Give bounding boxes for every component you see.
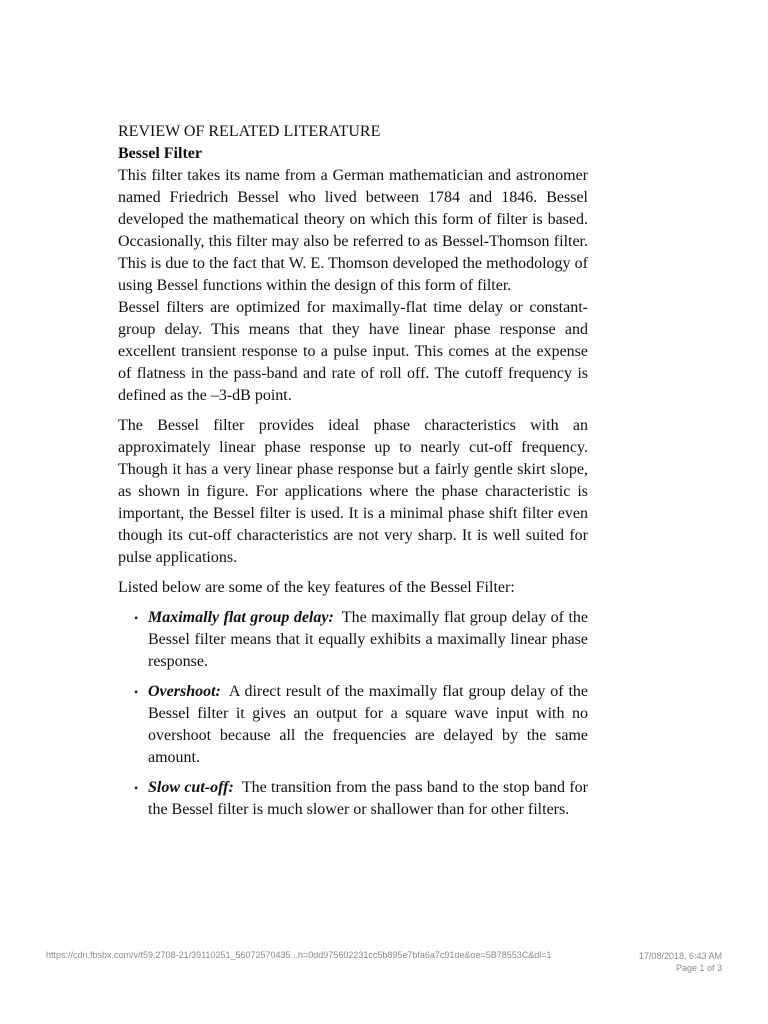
footer-url: https://cdn.fbsbx.com/v/t59.2708-21/39110251_56072570435...h=0dd975602231cc5b895e7bfa6a7c91de&oe=5B78553C&dl=1 bbox=[46, 950, 552, 960]
feature-term: Maximally flat group delay: bbox=[148, 609, 334, 626]
section-heading: REVIEW OF RELATED LITERATURE bbox=[118, 123, 381, 140]
feature-text: The transition from the pass band to the stop band for the Bessel filter is much slower or shallower than for other filters. bbox=[148, 779, 589, 818]
bullet-icon: • bbox=[134, 611, 139, 625]
footer-meta bbox=[639, 950, 722, 974]
page-number: Page 1 of 3 bbox=[675, 963, 722, 973]
subsection-heading: Bessel Filter bbox=[118, 145, 202, 162]
list-item bbox=[118, 681, 588, 769]
paragraph: Bessel filters are optimized for maximally-flat time delay or constant-group delay. This means that they have linear phase response and excellent transient response to a pulse input. This comes at the expense of flatness in the pass-band and rate of roll off. The cutoff frequency is defined as the –3-dB point. bbox=[118, 299, 588, 404]
feature-list bbox=[118, 607, 588, 821]
paragraph: This filter takes its name from a German mathematician and astronomer named Friedrich Bessel who lived between 1784 and 1846. Bessel developed the mathematical theory on which this form of filter is based. Occasionally, this filter may also be referred to as Bessel-Thomson filter. This is due to the fact that W. E. Thomson developed the methodology of using Bessel functions within the design of this form of filter. bbox=[118, 167, 588, 294]
feature-term: Overshoot: bbox=[148, 683, 221, 700]
feature-text: The maximally flat group delay of the Bessel filter means that it equally exhibits a maximally linear phase response. bbox=[148, 609, 588, 670]
footer-datetime: 17/08/2018, 6:43 AM bbox=[638, 951, 722, 961]
feature-text: A direct result of the maximally flat group delay of the Bessel filter it gives an output for a square wave input with no overshoot because all the frequencies are delayed by the same amount. bbox=[148, 683, 588, 766]
bullet-icon: • bbox=[134, 685, 139, 699]
document-body bbox=[118, 121, 588, 829]
bullet-icon: • bbox=[134, 781, 139, 795]
list-item bbox=[118, 607, 588, 673]
feature-term: Slow cut-off: bbox=[148, 779, 234, 796]
list-item bbox=[118, 777, 588, 821]
paragraph: Listed below are some of the key features of the Bessel Filter: bbox=[118, 579, 515, 596]
paragraph: The Bessel filter provides ideal phase characteristics with an approximately linear phase response up to nearly cut-off frequency. Though it has a very linear phase response but a fairly gentle skirt slope, as shown in figure. For applications where the phase characteristic is important, the Bessel filter is used. It is a minimal phase shift filter even though its cut-off characteristics are not very sharp. It is well suited for pulse applications. bbox=[118, 417, 588, 566]
